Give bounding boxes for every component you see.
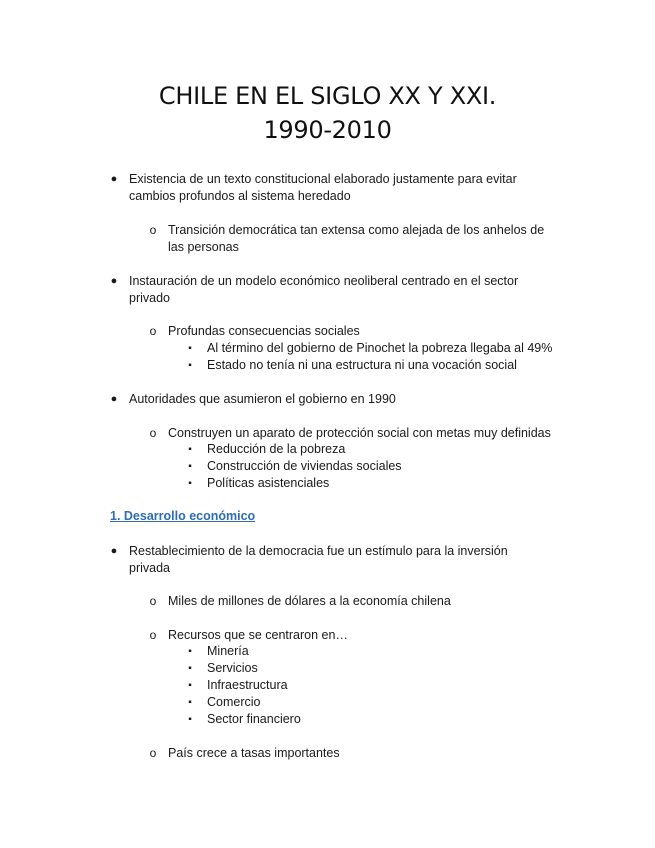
sub-list-item-text: Transición democrática tan extensa como alejada de los anhelos de xyxy=(168,223,545,237)
list-item-text: Existencia de un texto constitucional elaborado justamente para evitar xyxy=(129,172,517,186)
sub-bullet-icon: o xyxy=(149,223,157,237)
list-item-text: cambios profundos al sistema heredado xyxy=(129,189,351,203)
list-item-text: privado xyxy=(129,291,170,305)
nested-list-item: Minería xyxy=(207,644,249,658)
section-heading-link[interactable]: 1. Desarrollo económico xyxy=(110,509,256,523)
square-bullet-icon: ▪ xyxy=(188,360,192,371)
list-item-text: Restablecimiento de la democracia fue un estímulo para la inversión xyxy=(129,544,508,558)
square-bullet-icon: ▪ xyxy=(188,444,192,455)
sub-bullet-icon: o xyxy=(149,324,157,338)
square-bullet-icon: ▪ xyxy=(188,478,192,489)
sub-list-item-text: Miles de millones de dólares a la economía chilena xyxy=(168,594,451,608)
square-bullet-icon: ▪ xyxy=(188,461,192,472)
sub-list-item-text: las personas xyxy=(168,240,239,254)
nested-list-item: Servicios xyxy=(207,661,258,675)
list-item-text: Instauración de un modelo económico neoliberal centrado en el sector xyxy=(129,274,519,288)
square-bullet-icon: ▪ xyxy=(188,646,192,657)
sub-list-item-text: Profundas consecuencias sociales xyxy=(168,324,360,338)
sub-list-item-text: País crece a tasas importantes xyxy=(168,746,340,760)
bullet-icon: ● xyxy=(110,173,118,185)
nested-list-item: Construcción de viviendas sociales xyxy=(207,459,402,473)
bullet-icon: ● xyxy=(110,545,118,557)
page-subtitle-years: 1990-2010 xyxy=(263,116,392,144)
sub-bullet-icon: o xyxy=(149,628,157,642)
bullet-icon: ● xyxy=(110,275,118,287)
nested-list-item: Comercio xyxy=(207,695,261,709)
square-bullet-icon: ▪ xyxy=(188,697,192,708)
square-bullet-icon: ▪ xyxy=(188,680,192,691)
square-bullet-icon: ▪ xyxy=(188,663,192,674)
bullet-icon: ● xyxy=(110,393,118,405)
sub-list-item-text: Recursos que se centraron en… xyxy=(168,628,348,642)
sub-bullet-icon: o xyxy=(149,594,157,608)
nested-list-item: Al término del gobierno de Pinochet la pobreza llegaba al 49% xyxy=(207,341,553,355)
nested-list-item: Políticas asistenciales xyxy=(207,476,330,490)
nested-list-item: Reducción de la pobreza xyxy=(207,442,346,456)
list-item-text: Autoridades que asumieron el gobierno en 1990 xyxy=(129,392,396,406)
nested-list-item: Estado no tenía ni una estructura ni una vocación social xyxy=(207,358,517,372)
nested-list-item: Sector financiero xyxy=(207,712,301,726)
nested-list-item: Infraestructura xyxy=(207,678,288,692)
sub-bullet-icon: o xyxy=(149,426,157,440)
sub-bullet-icon: o xyxy=(149,746,157,760)
sub-list-item-text: Construyen un aparato de protección social con metas muy definidas xyxy=(168,426,551,440)
square-bullet-icon: ▪ xyxy=(188,714,192,725)
list-item-text: privada xyxy=(129,561,170,575)
page-title: CHILE EN EL SIGLO XX Y XXI. xyxy=(158,82,497,110)
square-bullet-icon: ▪ xyxy=(188,343,192,354)
